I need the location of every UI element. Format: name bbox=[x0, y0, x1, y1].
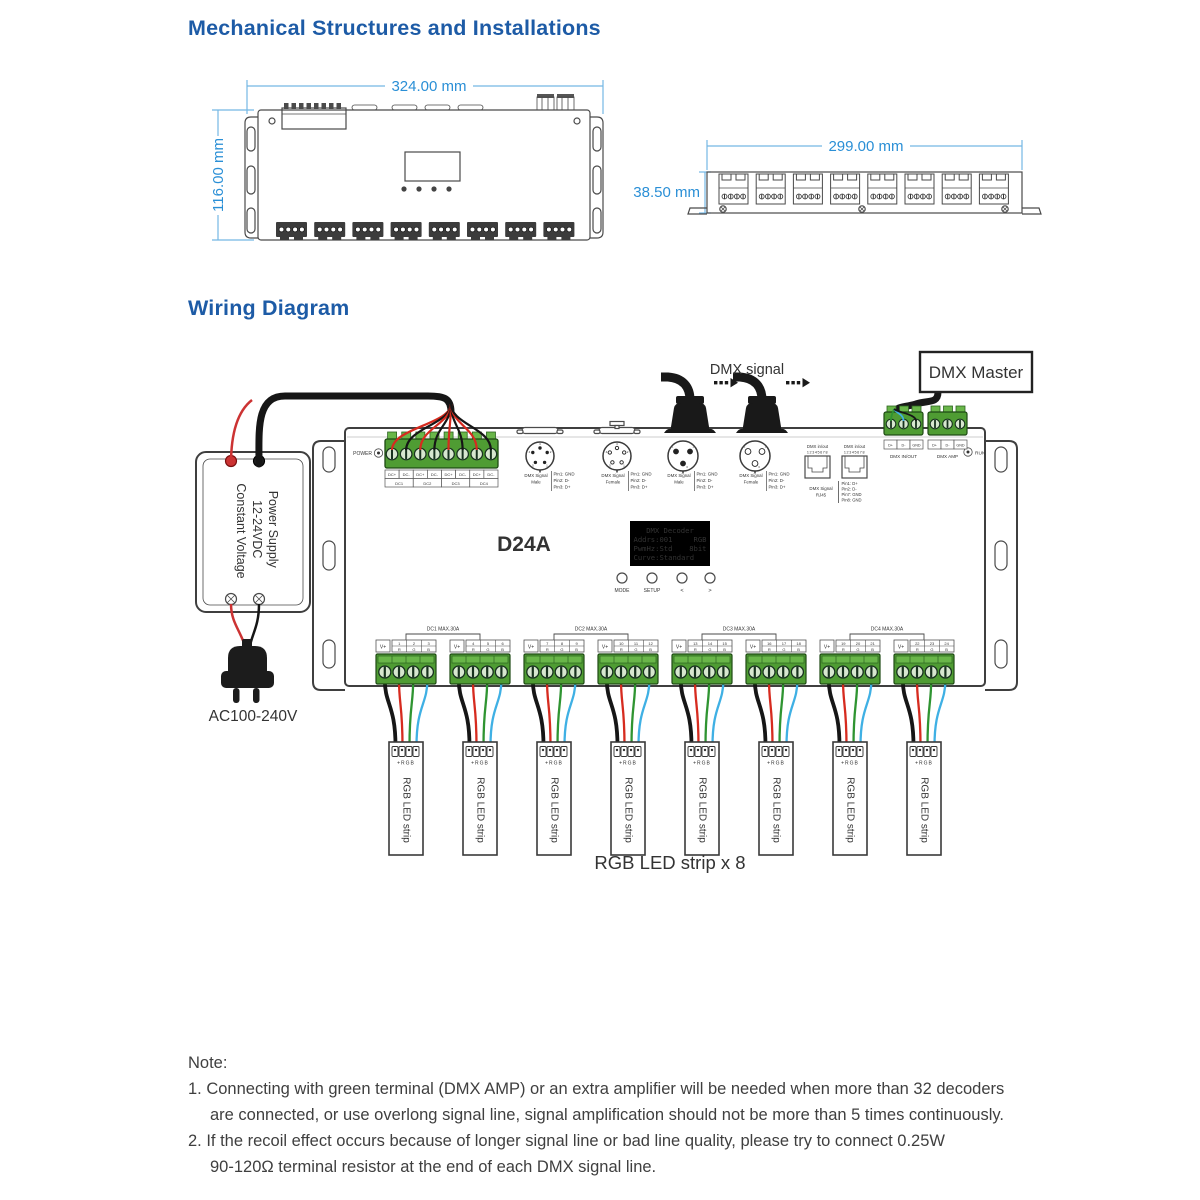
svg-text:3: 3 bbox=[427, 641, 430, 646]
svg-text:17: 17 bbox=[781, 641, 787, 646]
svg-text:+RGB: +RGB bbox=[619, 760, 637, 767]
dmx-signal-label: DMX signal bbox=[709, 362, 785, 378]
svg-text:<: < bbox=[680, 588, 684, 594]
svg-text:Pin1: GND: Pin1: GND bbox=[696, 471, 718, 477]
svg-text:D-: D- bbox=[945, 443, 950, 448]
rgb-led-strip bbox=[907, 742, 941, 855]
svg-text:DC-: DC- bbox=[487, 472, 495, 478]
svg-text:6: 6 bbox=[501, 641, 504, 646]
mode-button[interactable] bbox=[617, 573, 627, 583]
svg-text:DMX Signal: DMX Signal bbox=[739, 473, 763, 478]
svg-text:2: 2 bbox=[549, 450, 552, 454]
output-section bbox=[376, 627, 954, 856]
dmx-master bbox=[894, 352, 1032, 414]
svg-text:+RGB: +RGB bbox=[767, 760, 785, 767]
front-output-block bbox=[429, 222, 460, 240]
front-terminal-strip bbox=[282, 103, 346, 129]
side-terminal-block bbox=[942, 174, 971, 204]
svg-text:G: G bbox=[856, 647, 860, 653]
svg-text:8bit: 8bit bbox=[689, 544, 707, 553]
power-supply bbox=[196, 452, 310, 612]
svg-text:DC3: DC3 bbox=[451, 480, 460, 486]
svg-text:Pin2: D-: Pin2: D- bbox=[768, 478, 785, 483]
svg-text:2: 2 bbox=[412, 641, 416, 646]
svg-text:+RGB: +RGB bbox=[545, 760, 563, 767]
svg-text:Curve:Standard: Curve:Standard bbox=[633, 553, 695, 562]
svg-text:Pin2: D-: Pin2: D- bbox=[630, 478, 647, 483]
svg-text:DC+: DC+ bbox=[472, 472, 481, 478]
connector-xlr-male bbox=[667, 441, 717, 491]
strip-label: RGB LED strip bbox=[474, 777, 486, 843]
oled-display bbox=[630, 521, 710, 566]
svg-text:RGB: RGB bbox=[693, 535, 707, 544]
svg-text:DC-: DC- bbox=[430, 472, 438, 478]
strip-label: RGB LED strip bbox=[918, 777, 930, 843]
svg-text:1: 1 bbox=[671, 444, 674, 449]
output-block bbox=[672, 640, 732, 746]
front-width-dim: 324.00 mm bbox=[391, 78, 467, 95]
svg-text:DC2: DC2 bbox=[423, 480, 432, 486]
output-group-label: DC1 MAX.30A bbox=[426, 626, 460, 633]
svg-text:3: 3 bbox=[686, 465, 688, 469]
section-title-mechanical: Mechanical Structures and Installations bbox=[188, 16, 601, 40]
svg-text:DMX Decoder: DMX Decoder bbox=[646, 526, 694, 535]
rgb-led-strip bbox=[685, 742, 719, 855]
svg-text:Pin1: GND: Pin1: GND bbox=[553, 471, 575, 477]
svg-text:D-: D- bbox=[901, 443, 906, 448]
svg-text:1: 1 bbox=[623, 463, 625, 468]
svg-text:Pin3: D+: Pin3: D+ bbox=[553, 484, 571, 490]
rgb-led-strip bbox=[611, 742, 645, 855]
svg-text:G: G bbox=[782, 647, 786, 653]
svg-text:R: R bbox=[767, 647, 771, 653]
rj45-name-2: RJ45 bbox=[815, 492, 827, 498]
svg-text:R: R bbox=[915, 647, 919, 653]
front-height-dim: 116.00 mm bbox=[210, 138, 227, 212]
svg-text:B: B bbox=[797, 647, 800, 653]
dmx-io-terminals bbox=[884, 406, 967, 459]
svg-text:V+: V+ bbox=[897, 644, 905, 651]
svg-text:V+: V+ bbox=[749, 644, 757, 651]
svg-text:G: G bbox=[412, 647, 416, 653]
svg-text:Pin8: GND: Pin8: GND bbox=[841, 497, 862, 503]
output-group-label: DC3 MAX.30A bbox=[722, 626, 756, 633]
strip-label: RGB LED strip bbox=[548, 777, 560, 843]
svg-text:+RGB: +RGB bbox=[693, 760, 711, 767]
next-button[interactable] bbox=[705, 573, 715, 583]
rgb-led-strip bbox=[537, 742, 571, 855]
svg-text:1: 1 bbox=[546, 463, 548, 468]
svg-text:Pin1: GND: Pin1: GND bbox=[630, 471, 652, 477]
ac-plug bbox=[221, 604, 274, 703]
svg-text:R: R bbox=[841, 647, 845, 653]
svg-text:3: 3 bbox=[539, 442, 541, 447]
front-output-block bbox=[352, 222, 383, 240]
svg-text:B: B bbox=[723, 647, 726, 653]
svg-text:V+: V+ bbox=[823, 644, 831, 651]
svg-text:PwmHz:Std: PwmHz:Std bbox=[633, 544, 673, 553]
connector-xlr-female bbox=[739, 441, 789, 491]
side-terminal-block bbox=[793, 174, 822, 204]
svg-text:R: R bbox=[471, 647, 475, 653]
svg-text:B: B bbox=[649, 647, 652, 653]
svg-text:DMX Signal: DMX Signal bbox=[667, 473, 691, 478]
note-line: 2. If the recoil effect occurs because of longer signal line or bad line quality, please try to connect 0.25W bbox=[188, 1132, 945, 1150]
svg-text:12: 12 bbox=[648, 641, 653, 646]
note-block bbox=[188, 1050, 1088, 1180]
output-group-label: DC2 MAX.30A bbox=[574, 626, 608, 633]
mechanical-front-view bbox=[210, 78, 603, 441]
svg-text:B: B bbox=[945, 647, 948, 653]
svg-text:GND: GND bbox=[912, 443, 921, 448]
side-terminal-block bbox=[719, 174, 748, 204]
output-block bbox=[894, 640, 954, 746]
svg-text:4: 4 bbox=[605, 450, 608, 454]
front-output-block bbox=[276, 222, 307, 240]
front-output-block bbox=[391, 222, 422, 240]
output-block bbox=[820, 640, 880, 746]
power-led-label: POWER bbox=[353, 451, 372, 457]
svg-text:10: 10 bbox=[619, 641, 624, 646]
svg-text:24: 24 bbox=[944, 641, 949, 646]
svg-text:R: R bbox=[693, 647, 697, 653]
output-block bbox=[450, 640, 510, 746]
strips-caption: RGB LED strip x 8 bbox=[594, 852, 746, 873]
strip-label: RGB LED strip bbox=[696, 777, 708, 843]
side-screws bbox=[720, 206, 1008, 212]
output-block bbox=[598, 640, 658, 746]
svg-text:Male: Male bbox=[531, 479, 541, 485]
svg-text:DC-: DC- bbox=[402, 472, 410, 478]
svg-text:20: 20 bbox=[855, 641, 861, 646]
svg-text:+RGB: +RGB bbox=[471, 760, 489, 767]
strip-label: RGB LED strip bbox=[400, 777, 412, 843]
panel-buttons bbox=[615, 573, 716, 594]
svg-text:DC1: DC1 bbox=[395, 480, 404, 486]
svg-text:9: 9 bbox=[575, 641, 578, 646]
svg-text:V+: V+ bbox=[675, 644, 683, 651]
svg-text:G: G bbox=[560, 647, 564, 653]
wiring-diagram bbox=[196, 352, 1032, 873]
svg-text:23: 23 bbox=[929, 641, 935, 646]
svg-text:16: 16 bbox=[767, 641, 772, 646]
svg-text:MODE: MODE bbox=[614, 588, 630, 594]
svg-text:3: 3 bbox=[758, 465, 760, 469]
svg-text:Pin3: D+: Pin3: D+ bbox=[768, 484, 786, 490]
svg-text:R: R bbox=[619, 647, 623, 653]
svg-text:DMX IN/OUT: DMX IN/OUT bbox=[889, 454, 918, 459]
dmx-plug-1 bbox=[661, 377, 716, 433]
svg-text:13: 13 bbox=[693, 641, 698, 646]
svg-text:22: 22 bbox=[915, 641, 920, 646]
svg-text:+RGB: +RGB bbox=[915, 760, 933, 767]
note-title: Note: bbox=[188, 1054, 228, 1072]
svg-text:G: G bbox=[930, 647, 934, 653]
strip-label: RGB LED strip bbox=[844, 777, 856, 843]
svg-text:DMX AMP: DMX AMP bbox=[936, 454, 959, 459]
rj45-digits-2: 12345678 bbox=[843, 450, 866, 455]
side-terminal-blocks bbox=[719, 174, 1008, 204]
note-line: are connected, or use overlong signal line, signal amplification should not be more than 5 times continuously. bbox=[210, 1106, 1004, 1124]
front-output-block bbox=[314, 222, 345, 240]
rgb-led-strip bbox=[759, 742, 793, 855]
rj45-digits-1: 12345678 bbox=[806, 450, 829, 455]
svg-text:V+: V+ bbox=[527, 644, 535, 651]
svg-text:Addrs:001: Addrs:001 bbox=[633, 535, 673, 544]
side-width-dim: 299.00 mm bbox=[828, 138, 904, 155]
svg-text:2: 2 bbox=[743, 444, 746, 449]
svg-text:Pin3: D+: Pin3: D+ bbox=[630, 484, 648, 490]
svg-text:V+: V+ bbox=[601, 644, 609, 651]
strip-label: RGB LED strip bbox=[622, 777, 634, 843]
setup-button[interactable] bbox=[647, 573, 657, 583]
svg-text:Male: Male bbox=[674, 479, 684, 485]
rj45-label-2: DMX in/out bbox=[843, 444, 866, 449]
svg-text:5: 5 bbox=[532, 463, 534, 468]
svg-text:DMX Signal: DMX Signal bbox=[524, 473, 548, 478]
svg-text:Pin3: D+: Pin3: D+ bbox=[696, 484, 714, 490]
dmx-master-label: DMX Master bbox=[928, 363, 1024, 382]
svg-text:1: 1 bbox=[764, 444, 767, 449]
model-label: D24A bbox=[497, 533, 551, 556]
svg-text:+RGB: +RGB bbox=[397, 760, 415, 767]
side-terminal-block bbox=[868, 174, 897, 204]
svg-text:R: R bbox=[545, 647, 549, 653]
svg-text:Female: Female bbox=[743, 479, 759, 485]
run-label: RUN bbox=[975, 451, 986, 457]
svg-text:G: G bbox=[634, 647, 638, 653]
svg-text:D+: D+ bbox=[888, 443, 893, 448]
ac-input-label: AC100-240V bbox=[208, 708, 298, 725]
svg-text:DMX Signal: DMX Signal bbox=[601, 473, 625, 478]
svg-text:4: 4 bbox=[528, 450, 531, 454]
svg-text:V+: V+ bbox=[453, 644, 461, 651]
rj45-name-1: DMX Signal bbox=[809, 486, 833, 491]
rgb-led-strip bbox=[463, 742, 497, 855]
mechanical-side-view bbox=[633, 138, 1041, 214]
svg-text:19: 19 bbox=[841, 641, 846, 646]
svg-text:B: B bbox=[575, 647, 578, 653]
side-height-dim: 38.50 mm bbox=[633, 184, 700, 201]
svg-text:11: 11 bbox=[633, 641, 639, 646]
supply-red-wire bbox=[231, 400, 252, 464]
output-block bbox=[376, 640, 436, 746]
dmx-plug-2 bbox=[733, 377, 788, 433]
svg-text:DC+: DC+ bbox=[388, 472, 397, 478]
output-group-label: DC4 MAX.30A bbox=[870, 626, 904, 633]
svg-text:5: 5 bbox=[609, 463, 611, 468]
front-output-blocks bbox=[276, 222, 574, 240]
output-block bbox=[746, 640, 806, 746]
svg-text:3: 3 bbox=[616, 442, 618, 447]
note-line: 1. Connecting with green terminal (DMX AMP) or an extra amplifier will be needed when more than 32 decoders bbox=[188, 1080, 1005, 1098]
svg-text:Pin1: D+: Pin1: D+ bbox=[841, 481, 858, 486]
output-block bbox=[524, 640, 584, 746]
note-line: 90-120Ω terminal resistor at the end of each DMX signal line. bbox=[210, 1158, 657, 1176]
connector-din-female bbox=[601, 442, 651, 491]
svg-text:R: R bbox=[397, 647, 401, 653]
power-input-terminal bbox=[385, 404, 498, 487]
svg-text:15: 15 bbox=[722, 641, 727, 646]
rj45-jacks bbox=[805, 444, 867, 503]
io-terminal-1 bbox=[928, 406, 967, 459]
svg-text:5: 5 bbox=[486, 641, 490, 646]
front-display bbox=[405, 152, 460, 181]
strip-label: RGB LED strip bbox=[770, 777, 782, 843]
svg-text:G: G bbox=[708, 647, 712, 653]
svg-text:2: 2 bbox=[626, 450, 629, 454]
side-terminal-block bbox=[979, 174, 1008, 204]
svg-text:7: 7 bbox=[546, 641, 549, 646]
svg-text:14: 14 bbox=[707, 641, 713, 646]
svg-text:DC+: DC+ bbox=[416, 472, 425, 478]
svg-text:Pin2: D-: Pin2: D- bbox=[553, 478, 570, 483]
rgb-led-strip bbox=[833, 742, 867, 855]
svg-text:Female: Female bbox=[605, 479, 621, 485]
svg-text:4: 4 bbox=[472, 641, 475, 646]
svg-text:>: > bbox=[708, 588, 712, 594]
svg-text:21: 21 bbox=[870, 641, 875, 646]
svg-text:2: 2 bbox=[692, 444, 695, 449]
side-terminal-block bbox=[905, 174, 934, 204]
power-supply-label: Power Supply 12-24VDC Constant Voltage bbox=[234, 483, 280, 579]
dmx-connector-diagrams bbox=[524, 441, 789, 491]
side-terminal-block bbox=[831, 174, 860, 204]
svg-text:SETUP: SETUP bbox=[643, 588, 661, 594]
rj45-label-1: DMX in/out bbox=[806, 444, 829, 449]
front-output-block bbox=[467, 222, 498, 240]
svg-text:+RGB: +RGB bbox=[841, 760, 859, 767]
prev-button[interactable] bbox=[677, 573, 687, 583]
svg-text:8: 8 bbox=[560, 641, 564, 646]
svg-text:Pin7: GND: Pin7: GND bbox=[841, 492, 862, 497]
svg-text:B: B bbox=[501, 647, 504, 653]
svg-text:B: B bbox=[427, 647, 430, 653]
rgb-led-strip bbox=[389, 742, 423, 855]
svg-text:Pin2: D-: Pin2: D- bbox=[841, 486, 857, 492]
svg-text:1: 1 bbox=[398, 641, 401, 646]
svg-text:DC4: DC4 bbox=[479, 480, 488, 486]
side-terminal-block bbox=[756, 174, 785, 204]
svg-text:DC+: DC+ bbox=[444, 472, 453, 478]
svg-text:18: 18 bbox=[796, 641, 801, 646]
connector-din-male bbox=[524, 442, 574, 491]
svg-text:GND: GND bbox=[956, 443, 965, 448]
front-output-block bbox=[505, 222, 536, 240]
svg-text:Pin2: D-: Pin2: D- bbox=[696, 478, 713, 483]
front-output-block bbox=[543, 222, 574, 240]
svg-text:DC-: DC- bbox=[459, 472, 467, 478]
svg-text:B: B bbox=[871, 647, 874, 653]
svg-text:G: G bbox=[486, 647, 490, 653]
io-terminal-0 bbox=[884, 406, 923, 459]
svg-text:Pin1: GND: Pin1: GND bbox=[768, 471, 790, 477]
svg-text:D+: D+ bbox=[932, 443, 937, 448]
svg-text:V+: V+ bbox=[379, 644, 387, 651]
section-title-wiring: Wiring Diagram bbox=[188, 296, 350, 320]
